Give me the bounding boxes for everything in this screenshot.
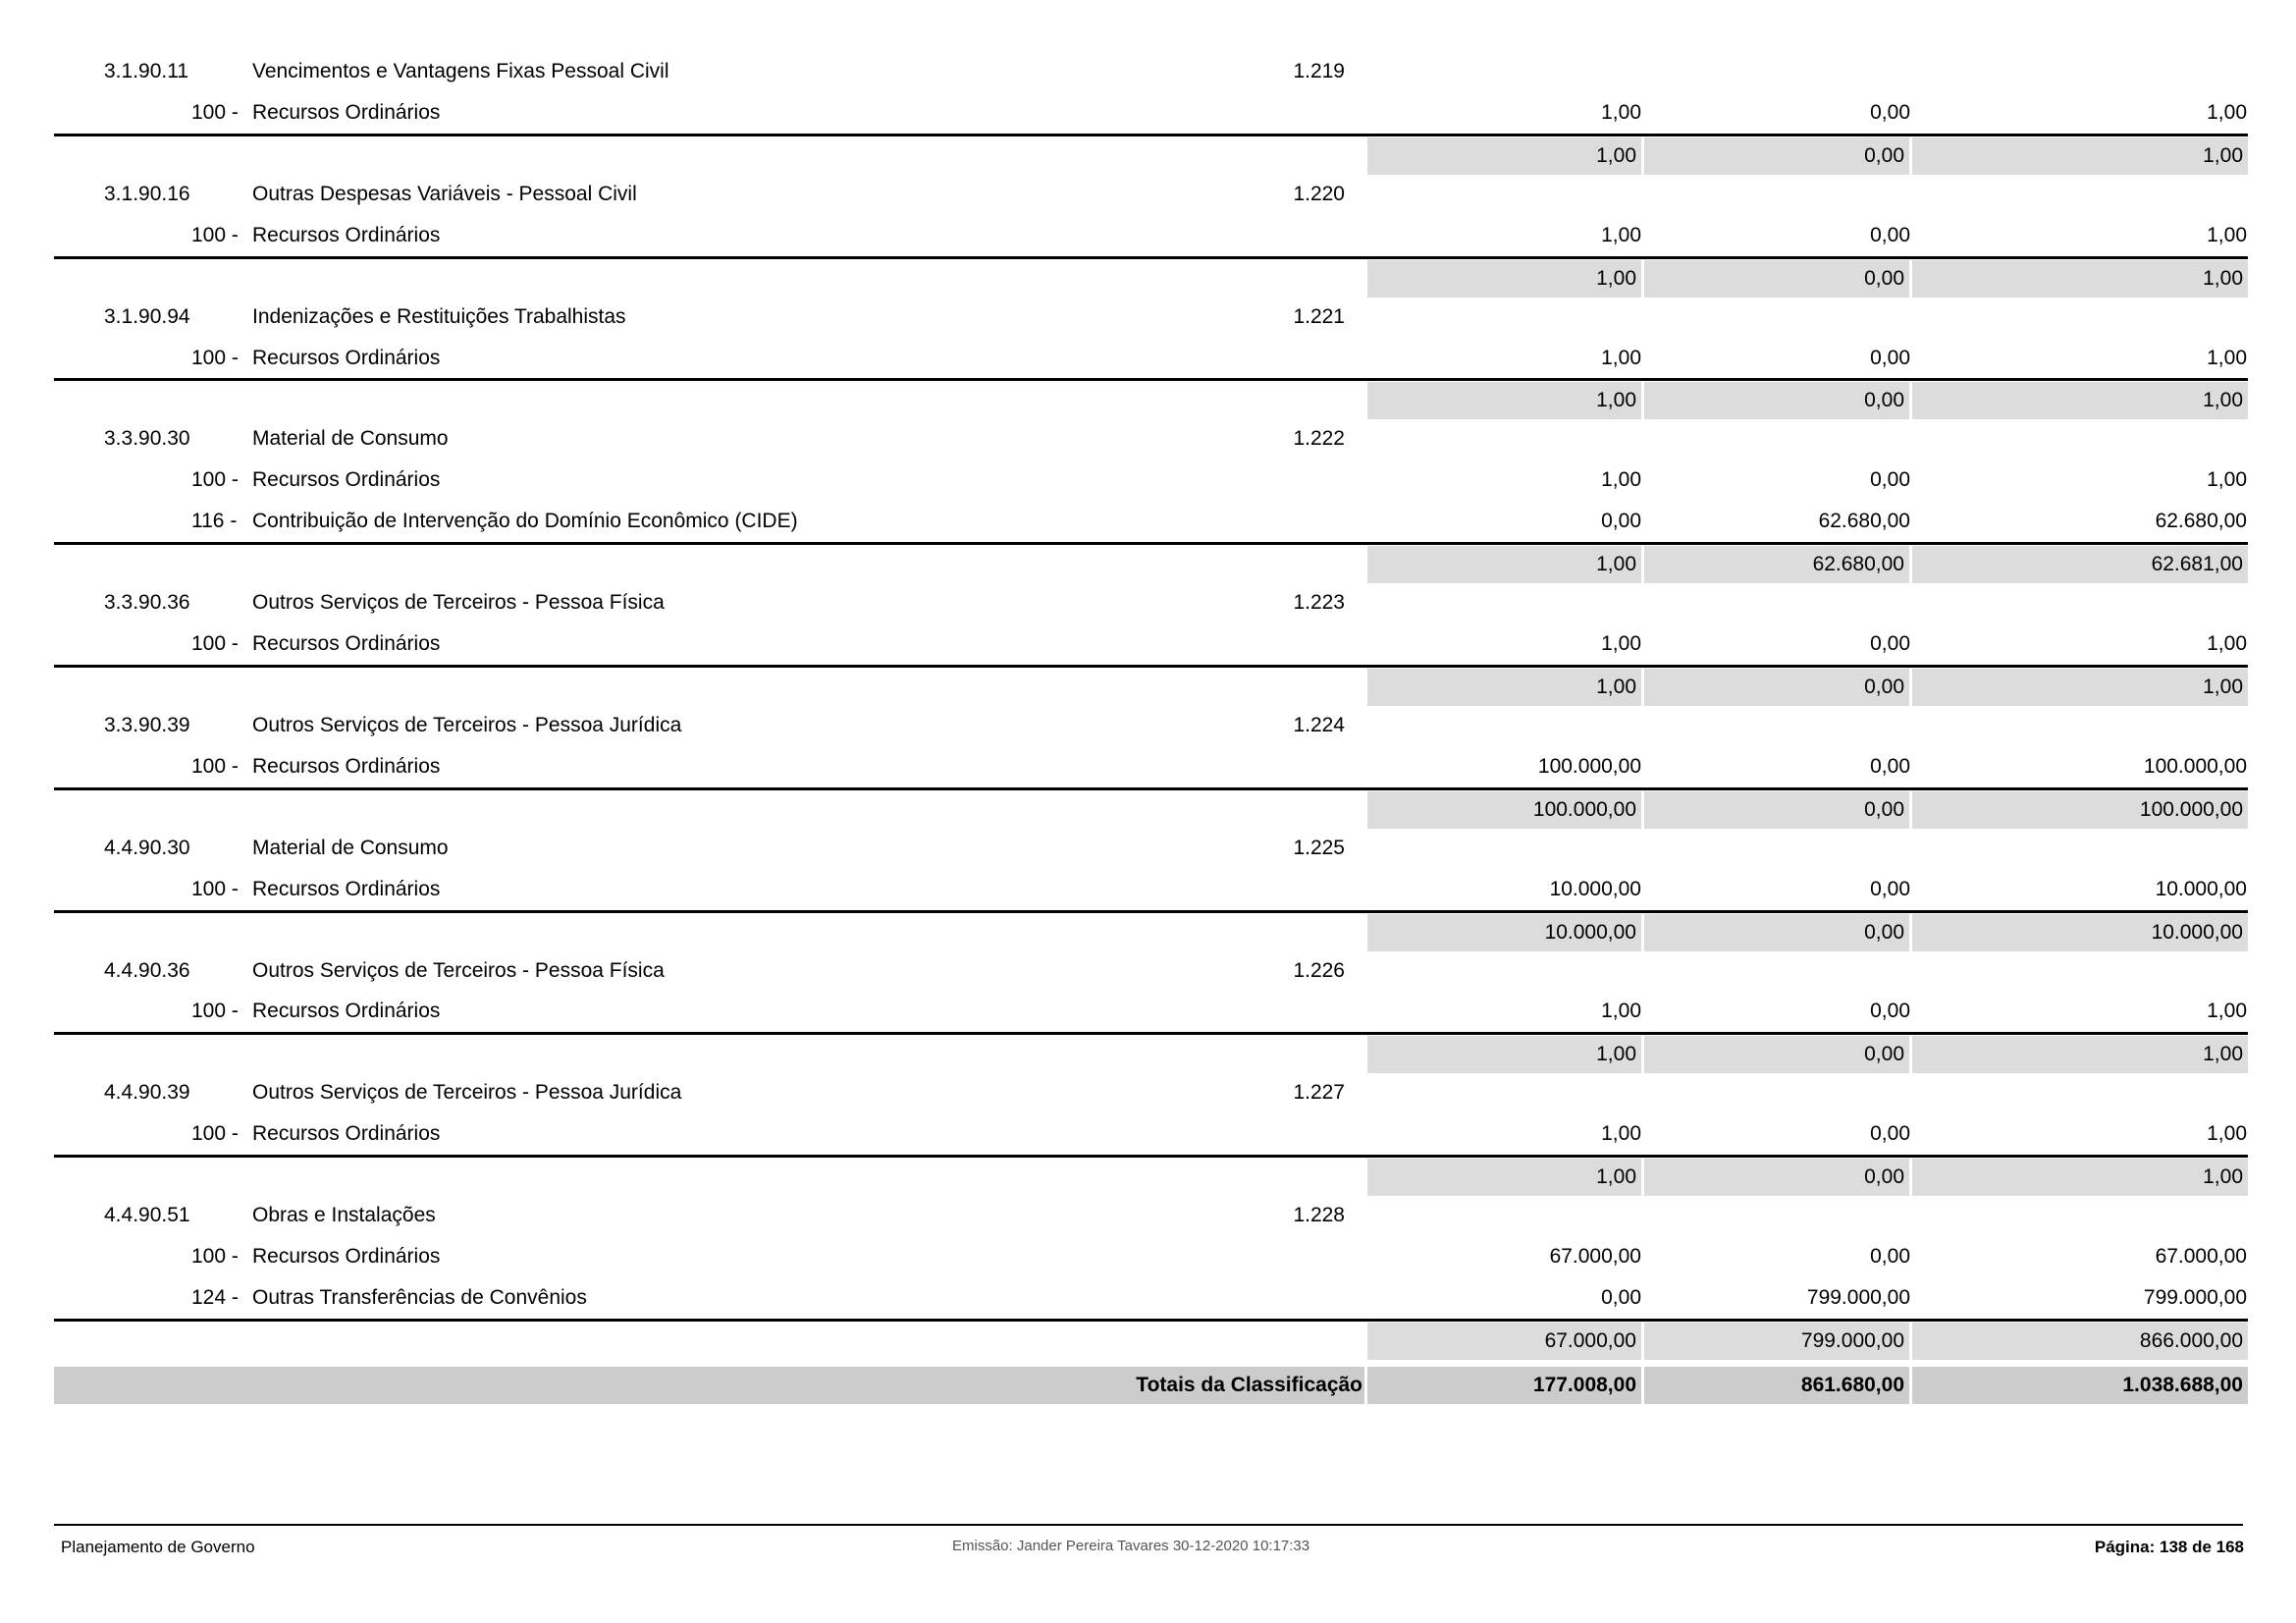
funding-source-row — [0, 1238, 2296, 1277]
subtotal-cell-3 — [1912, 382, 2248, 419]
source-value-1: 0,00 — [1601, 1285, 1641, 1309]
source-value-1: 67.000,00 — [1549, 1245, 1641, 1268]
source-value-1: 10.000,00 — [1549, 877, 1641, 900]
source-code: 124 - — [191, 1285, 239, 1309]
source-name: Recursos Ordinários — [252, 100, 441, 124]
source-value-3: 100.000,00 — [2143, 754, 2247, 778]
classification-header-row — [0, 298, 2296, 338]
group-divider — [54, 1032, 2248, 1035]
funding-source-row — [0, 1279, 2296, 1319]
subtotal-cell-2 — [1644, 1036, 1909, 1073]
classification-totals-row — [0, 1367, 2296, 1404]
subtotal-cell-1 — [1367, 1323, 1641, 1360]
source-value-3: 1,00 — [2207, 100, 2247, 124]
subtotal-value-1: 1,00 — [1596, 675, 1636, 698]
group-subtotal-row — [0, 1159, 2296, 1196]
subtotal-cell-3 — [1912, 137, 2248, 175]
source-value-3: 67.000,00 — [2155, 1245, 2247, 1268]
group-divider — [54, 542, 2248, 545]
source-value-2: 0,00 — [1870, 223, 1910, 246]
source-name: Recursos Ordinários — [252, 1245, 441, 1268]
footer-page-number: Página: 138 de 168 — [2094, 1538, 2244, 1556]
funding-source-row — [0, 94, 2296, 134]
subtotal-value-2: 62.680,00 — [1812, 553, 1904, 576]
classification-ref-number: 1.228 — [1293, 1204, 1345, 1227]
classification-ref-number: 1.224 — [1293, 713, 1345, 736]
source-value-2: 0,00 — [1870, 100, 1910, 124]
classification-header-row — [0, 176, 2296, 215]
classification-ref-number: 1.219 — [1293, 60, 1345, 82]
subtotal-cell-2 — [1644, 1159, 1909, 1196]
group-divider — [54, 1155, 2248, 1158]
source-code: 100 - — [191, 1122, 239, 1146]
subtotal-cell-2 — [1644, 791, 1909, 829]
totals-label: Totais da Classificação — [1136, 1374, 1362, 1396]
subtotal-value-3: 1,00 — [2203, 1165, 2243, 1189]
subtotal-value-1: 1,00 — [1596, 143, 1636, 167]
classification-description: Obras e Instalações — [252, 1204, 436, 1227]
classification-code: 3.1.90.16 — [104, 182, 190, 205]
subtotal-value-1: 1,00 — [1596, 1043, 1636, 1066]
subtotal-cell-2 — [1644, 137, 1909, 175]
subtotal-value-3: 1,00 — [2203, 266, 2243, 290]
subtotal-value-3: 10.000,00 — [2151, 920, 2243, 944]
source-value-2: 799.000,00 — [1806, 1285, 1910, 1309]
subtotal-value-1: 1,00 — [1596, 389, 1636, 412]
group-divider — [54, 910, 2248, 913]
subtotal-cell-1 — [1367, 546, 1641, 583]
totals-value-text: 861.680,00 — [1800, 1374, 1904, 1396]
classification-code: 4.4.90.30 — [104, 836, 190, 859]
source-value-1: 100.000,00 — [1537, 754, 1641, 778]
classification-header-row — [0, 830, 2296, 869]
source-name: Recursos Ordinários — [252, 1122, 441, 1146]
funding-source-row — [0, 993, 2296, 1032]
source-value-2: 0,00 — [1870, 1000, 1910, 1023]
source-value-1: 1,00 — [1601, 100, 1641, 124]
classification-code: 3.1.90.94 — [104, 304, 190, 328]
subtotal-value-2: 0,00 — [1864, 797, 1904, 821]
classification-header-row — [0, 584, 2296, 623]
subtotal-value-2: 0,00 — [1864, 389, 1904, 412]
subtotal-cell-3 — [1912, 1323, 2248, 1360]
subtotal-cell-1 — [1367, 791, 1641, 829]
subtotal-cell-1 — [1367, 260, 1641, 298]
subtotal-cell-1 — [1367, 382, 1641, 419]
footer-divider — [54, 1524, 2243, 1526]
totals-label-cell — [54, 1367, 1364, 1404]
subtotal-value-1: 1,00 — [1596, 553, 1636, 576]
source-name: Recursos Ordinários — [252, 877, 441, 900]
source-name: Recursos Ordinários — [252, 223, 441, 246]
source-value-2: 0,00 — [1870, 877, 1910, 900]
classification-ref-number: 1.223 — [1293, 591, 1345, 615]
funding-source-row — [0, 748, 2296, 787]
source-code: 100 - — [191, 468, 239, 492]
source-value-3: 62.680,00 — [2155, 510, 2247, 533]
funding-source-row — [0, 503, 2296, 542]
subtotal-value-1: 1,00 — [1596, 266, 1636, 290]
classification-header-row — [0, 1074, 2296, 1113]
subtotal-value-2: 0,00 — [1864, 1165, 1904, 1189]
classification-code: 4.4.90.36 — [104, 958, 190, 982]
footer-emission: Emissão: Jander Pereira Tavares 30-12-2020 10:17:33 — [952, 1538, 1310, 1554]
group-subtotal-row — [0, 382, 2296, 419]
totals-value-1 — [1367, 1367, 1641, 1404]
subtotal-value-3: 62.681,00 — [2151, 553, 2243, 576]
source-code: 100 - — [191, 1000, 239, 1023]
source-code: 100 - — [191, 1245, 239, 1268]
classification-ref-number: 1.226 — [1293, 958, 1345, 982]
subtotal-cell-1 — [1367, 1036, 1641, 1073]
source-code: 100 - — [191, 223, 239, 246]
classification-ref-number: 1.221 — [1293, 304, 1345, 328]
classification-header-row — [0, 707, 2296, 746]
source-code: 100 - — [191, 346, 239, 369]
subtotal-value-3: 100.000,00 — [2139, 797, 2243, 821]
group-subtotal-row — [0, 260, 2296, 298]
classification-header-row — [0, 952, 2296, 992]
source-value-2: 0,00 — [1870, 632, 1910, 655]
group-divider — [54, 665, 2248, 668]
source-value-2: 0,00 — [1870, 1122, 1910, 1146]
subtotal-cell-1 — [1367, 1159, 1641, 1196]
source-value-1: 1,00 — [1601, 468, 1641, 492]
subtotal-cell-3 — [1912, 546, 2248, 583]
source-value-3: 1,00 — [2207, 223, 2247, 246]
subtotal-value-2: 0,00 — [1864, 266, 1904, 290]
subtotal-cell-2 — [1644, 546, 1909, 583]
source-name: Recursos Ordinários — [252, 632, 441, 655]
classification-ref-number: 1.220 — [1293, 182, 1345, 205]
classification-code: 4.4.90.39 — [104, 1081, 190, 1105]
classification-description: Outras Despesas Variáveis - Pessoal Civil — [252, 182, 637, 205]
source-name: Recursos Ordinários — [252, 346, 441, 369]
source-value-3: 1,00 — [2207, 468, 2247, 492]
subtotal-cell-3 — [1912, 669, 2248, 706]
subtotal-cell-3 — [1912, 260, 2248, 298]
classification-header-row — [0, 1197, 2296, 1236]
subtotal-value-2: 799.000,00 — [1800, 1328, 1904, 1352]
classification-header-row — [0, 53, 2296, 92]
classification-description: Outros Serviços de Terceiros - Pessoa Jurídica — [252, 713, 682, 736]
group-subtotal-row — [0, 669, 2296, 706]
subtotal-value-1: 1,00 — [1596, 1165, 1636, 1189]
group-subtotal-row — [0, 791, 2296, 829]
classification-code: 3.1.90.11 — [104, 60, 189, 82]
totals-value-2 — [1644, 1367, 1909, 1404]
source-name: Recursos Ordinários — [252, 468, 441, 492]
subtotal-value-2: 0,00 — [1864, 920, 1904, 944]
subtotal-cell-3 — [1912, 791, 2248, 829]
totals-value-text: 1.038.688,00 — [2122, 1374, 2243, 1396]
subtotal-value-3: 1,00 — [2203, 1043, 2243, 1066]
source-value-3: 10.000,00 — [2155, 877, 2247, 900]
subtotal-cell-2 — [1644, 382, 1909, 419]
source-code: 100 - — [191, 100, 239, 124]
source-code: 100 - — [191, 877, 239, 900]
subtotal-cell-3 — [1912, 1036, 2248, 1073]
subtotal-value-2: 0,00 — [1864, 675, 1904, 698]
subtotal-cell-2 — [1644, 669, 1909, 706]
group-subtotal-row — [0, 914, 2296, 951]
source-value-2: 0,00 — [1870, 754, 1910, 778]
source-value-2: 0,00 — [1870, 346, 1910, 369]
group-divider — [54, 1319, 2248, 1322]
group-divider — [54, 378, 2248, 381]
subtotal-value-2: 0,00 — [1864, 1043, 1904, 1066]
source-name: Recursos Ordinários — [252, 754, 441, 778]
classification-code: 3.3.90.36 — [104, 591, 190, 615]
subtotal-value-1: 67.000,00 — [1544, 1328, 1636, 1352]
classification-description: Outros Serviços de Terceiros - Pessoa Jurídica — [252, 1081, 682, 1105]
funding-source-row — [0, 217, 2296, 256]
classification-description: Vencimentos e Vantagens Fixas Pessoal Civil — [252, 60, 669, 82]
source-value-2: 0,00 — [1870, 1245, 1910, 1268]
source-value-3: 1,00 — [2207, 346, 2247, 369]
source-value-2: 62.680,00 — [1818, 510, 1910, 533]
source-value-3: 1,00 — [2207, 1122, 2247, 1146]
group-subtotal-row — [0, 546, 2296, 583]
source-name: Outras Transferências de Convênios — [252, 1285, 587, 1309]
source-value-1: 1,00 — [1601, 1000, 1641, 1023]
source-name: Recursos Ordinários — [252, 1000, 441, 1023]
source-value-3: 1,00 — [2207, 1000, 2247, 1023]
subtotal-cell-3 — [1912, 1159, 2248, 1196]
group-subtotal-row — [0, 1323, 2296, 1360]
source-value-1: 1,00 — [1601, 346, 1641, 369]
funding-source-row — [0, 625, 2296, 665]
source-code: 116 - — [191, 510, 238, 533]
classification-header-row — [0, 420, 2296, 460]
group-subtotal-row — [0, 137, 2296, 175]
subtotal-cell-2 — [1644, 1323, 1909, 1360]
classification-code: 3.3.90.39 — [104, 713, 190, 736]
source-value-1: 1,00 — [1601, 223, 1641, 246]
classification-ref-number: 1.227 — [1293, 1081, 1345, 1105]
classification-code: 4.4.90.51 — [104, 1204, 190, 1227]
classification-description: Material de Consumo — [252, 427, 449, 451]
classification-description: Material de Consumo — [252, 836, 449, 859]
source-value-1: 1,00 — [1601, 1122, 1641, 1146]
source-value-3: 799.000,00 — [2143, 1285, 2247, 1309]
subtotal-value-3: 1,00 — [2203, 389, 2243, 412]
funding-source-row — [0, 871, 2296, 910]
subtotal-value-3: 1,00 — [2203, 675, 2243, 698]
subtotal-value-3: 866.000,00 — [2139, 1328, 2243, 1352]
group-divider — [54, 787, 2248, 790]
group-divider — [54, 134, 2248, 136]
source-value-1: 0,00 — [1601, 510, 1641, 533]
classification-ref-number: 1.225 — [1293, 836, 1345, 859]
source-code: 100 - — [191, 632, 239, 655]
page-footer — [0, 1538, 2296, 1567]
totals-value-text: 177.008,00 — [1532, 1374, 1636, 1396]
classification-description: Outros Serviços de Terceiros - Pessoa Física — [252, 958, 665, 982]
subtotal-value-3: 1,00 — [2203, 143, 2243, 167]
classification-code: 3.3.90.30 — [104, 427, 190, 451]
totals-value-3 — [1912, 1367, 2248, 1404]
source-name: Contribuição de Intervenção do Domínio Econômico (CIDE) — [252, 510, 798, 533]
subtotal-cell-2 — [1644, 260, 1909, 298]
funding-source-row — [0, 461, 2296, 501]
footer-organization: Planejamento de Governo — [61, 1538, 255, 1556]
funding-source-row — [0, 340, 2296, 379]
subtotal-cell-1 — [1367, 137, 1641, 175]
subtotal-value-2: 0,00 — [1864, 143, 1904, 167]
group-subtotal-row — [0, 1036, 2296, 1073]
subtotal-cell-2 — [1644, 914, 1909, 951]
classification-description: Outros Serviços de Terceiros - Pessoa Física — [252, 591, 665, 615]
source-value-1: 1,00 — [1601, 632, 1641, 655]
subtotal-cell-1 — [1367, 914, 1641, 951]
source-value-3: 1,00 — [2207, 632, 2247, 655]
classification-ref-number: 1.222 — [1293, 427, 1345, 451]
subtotal-value-1: 100.000,00 — [1532, 797, 1636, 821]
subtotal-value-1: 10.000,00 — [1544, 920, 1636, 944]
group-divider — [54, 256, 2248, 259]
source-value-2: 0,00 — [1870, 468, 1910, 492]
funding-source-row — [0, 1115, 2296, 1155]
source-code: 100 - — [191, 754, 239, 778]
classification-description: Indenizações e Restituições Trabalhistas — [252, 304, 626, 328]
subtotal-cell-3 — [1912, 914, 2248, 951]
subtotal-cell-1 — [1367, 669, 1641, 706]
